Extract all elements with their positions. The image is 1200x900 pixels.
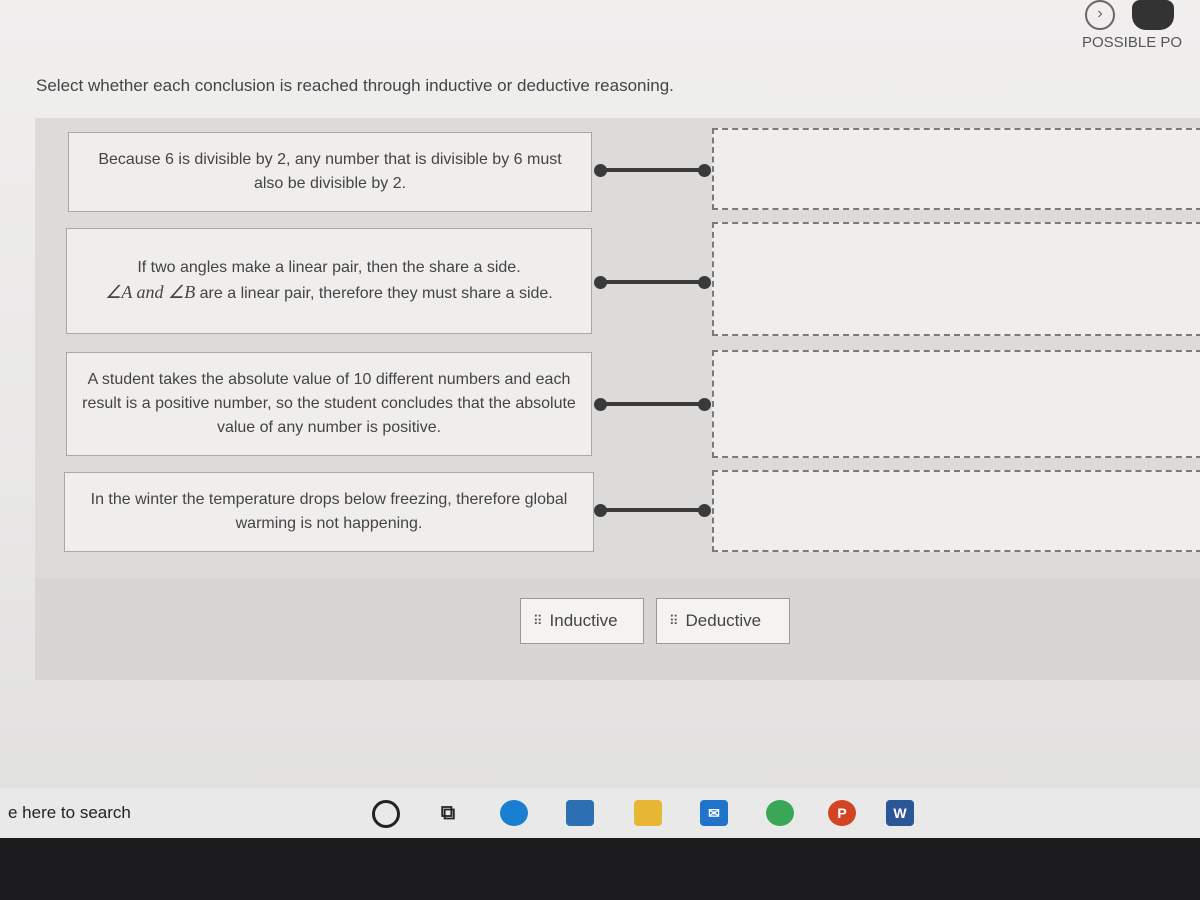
connector-end-dot	[698, 276, 711, 289]
possible-points-label: POSSIBLE PO	[1082, 34, 1183, 51]
premise-card-1	[68, 132, 592, 212]
choice-label: Inductive	[549, 611, 618, 630]
cortana-icon[interactable]	[372, 800, 400, 828]
store-icon[interactable]	[566, 800, 594, 826]
answer-drop-zone-1[interactable]	[712, 128, 1200, 210]
premise-text: Because 6 is divisible by 2, any number that is divisible by 6 must also be divisible by 2.	[98, 151, 562, 192]
next-arrow-icon[interactable]: ›	[1085, 0, 1115, 30]
drag-handle-icon[interactable]: ⠿	[533, 613, 542, 628]
connector-line	[600, 280, 704, 284]
windows-taskbar	[0, 788, 1200, 838]
drag-handle-icon[interactable]: ⠿	[669, 613, 678, 628]
connector-start-dot	[594, 398, 607, 411]
premise-card-2	[66, 228, 592, 334]
choice-inductive[interactable]	[520, 598, 644, 644]
answer-drop-zone-2[interactable]	[712, 222, 1200, 336]
connector-start-dot	[594, 504, 607, 517]
word-icon[interactable]: W	[886, 800, 914, 826]
taskbar-search-box[interactable]: e here to search	[8, 803, 131, 822]
connector-end-dot	[698, 504, 711, 517]
choice-label: Deductive	[685, 611, 762, 630]
connector-line	[600, 508, 704, 512]
premise-card-3	[66, 352, 592, 456]
connector-end-dot	[698, 164, 711, 177]
mail-icon[interactable]: ✉	[700, 800, 728, 826]
task-view-icon[interactable]: ⧉	[440, 802, 456, 824]
connector-line	[600, 402, 704, 406]
answer-drop-zone-3[interactable]	[712, 350, 1200, 458]
hand-tool-icon[interactable]	[1132, 0, 1174, 30]
premise-card-4	[64, 472, 594, 552]
connector-line	[600, 168, 704, 172]
premise-text: If two angles make a linear pair, then the share a side.	[137, 259, 521, 276]
choice-deductive[interactable]	[656, 598, 790, 644]
powerpoint-icon[interactable]: P	[828, 800, 856, 826]
premise-text: In the winter the temperature drops below freezing, therefore global warming is not happening.	[90, 491, 568, 532]
connector-end-dot	[698, 398, 711, 411]
file-explorer-icon[interactable]	[634, 800, 662, 826]
question-instruction: Select whether each conclusion is reached through inductive or deductive reasoning.	[36, 76, 674, 95]
answer-drop-zone-4[interactable]	[712, 470, 1200, 552]
premise-text: are a linear pair, therefore they must share a side.	[199, 285, 553, 302]
screen-bezel	[0, 838, 1200, 900]
premise-text: A student takes the absolute value of 10 different numbers and each result is a positive number, so the student concludes that the absolute value of any number is positive.	[82, 371, 576, 436]
edge-icon[interactable]	[500, 800, 528, 826]
premise-math: ∠A and ∠B	[105, 282, 196, 302]
connector-start-dot	[594, 276, 607, 289]
connector-start-dot	[594, 164, 607, 177]
chrome-icon[interactable]	[766, 800, 794, 826]
